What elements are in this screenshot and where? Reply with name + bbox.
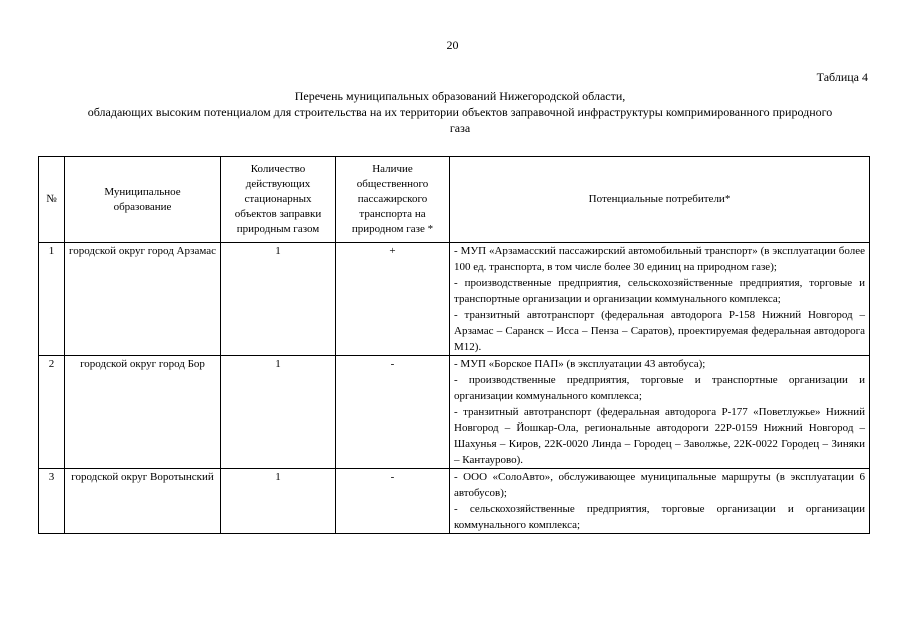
- document-title: [50, 88, 870, 136]
- table-row: [39, 469, 870, 534]
- consumer-item: - сельскохозяйственные предприятия, торговые организации и организации коммунального комплекса;: [454, 503, 865, 531]
- row-public-transport: +: [336, 243, 450, 356]
- table-row: [39, 243, 870, 356]
- header-count: Количество действующих стационарных объектов заправки природным газом: [221, 157, 336, 243]
- row-municipality: городской округ город Бор: [65, 356, 221, 469]
- row-consumers: [450, 469, 870, 534]
- row-number: 3: [39, 469, 65, 534]
- consumer-item: - производственные предприятия, торговые и транспортные организации и организации коммунального комплекса;: [454, 374, 865, 402]
- row-municipality: городской округ город Арзамас: [65, 243, 221, 356]
- header-num: №: [39, 157, 65, 243]
- row-number: 1: [39, 243, 65, 356]
- consumer-item: - МУП «Борское ПАП» (в эксплуатации 43 автобуса);: [454, 358, 706, 370]
- title-line-2: обладающих высоким потенциалом для строительства на их территории объектов заправочной инфраструктуры компримированного природного: [87, 105, 833, 119]
- consumer-item: - транзитный автотранспорт (федеральная автодорога Р-158 Нижний Новгород – Арзамас – Саранск – Исса – Пенза – Саратов), проектируемая федеральная автодорога М12).: [454, 309, 865, 353]
- header-public-transport: Наличие общественного пассажирского транспорта на природном газе *: [336, 157, 450, 243]
- header-consumers: Потенциальные потребители*: [450, 157, 870, 243]
- title-line-3: газа: [449, 121, 471, 135]
- consumer-item: - производственные предприятия, сельскохозяйственные предприятия, торговые и транспортные организации и организации коммунального комплекса;: [454, 277, 865, 305]
- table-label: Таблица 4: [816, 70, 868, 84]
- row-consumers: [450, 243, 870, 356]
- row-station-count: 1: [221, 243, 336, 356]
- row-public-transport: -: [336, 356, 450, 469]
- table-row: [39, 356, 870, 469]
- header-municipality: Муниципальное образование: [65, 157, 221, 243]
- consumer-item: - ООО «СолоАвто», обслуживающее муниципальные маршруты (в эксплуатации 6 автобусов);: [454, 471, 865, 499]
- consumer-item: - транзитный автотранспорт (федеральная автодорога Р-177 «Поветлужье» Нижний Новгород – Йошкар-Ола, региональные автодороги 22Р-0159 Нижний Новгород – Шахунья – Киров, 22К-0020 Линда – Городец – Заволжье, 22К-0022 Городец – Зиняки – Кантаурово).: [454, 406, 865, 466]
- row-station-count: 1: [221, 469, 336, 534]
- row-public-transport: -: [336, 469, 450, 534]
- consumer-item: - МУП «Арзамасский пассажирский автомобильный транспорт» (в эксплуатации более 100 ед. транспорта, в том числе более 30 единиц на природном газе);: [454, 245, 865, 273]
- table-body: [39, 243, 870, 534]
- row-consumers: [450, 356, 870, 469]
- row-station-count: 1: [221, 356, 336, 469]
- page-number: 20: [446, 38, 459, 52]
- row-municipality: городской округ Воротынский: [65, 469, 221, 534]
- title-line-1: Перечень муниципальных образований Нижегородской области,: [294, 89, 626, 103]
- table-header: [39, 157, 870, 243]
- municipalities-table: [38, 156, 870, 534]
- row-number: 2: [39, 356, 65, 469]
